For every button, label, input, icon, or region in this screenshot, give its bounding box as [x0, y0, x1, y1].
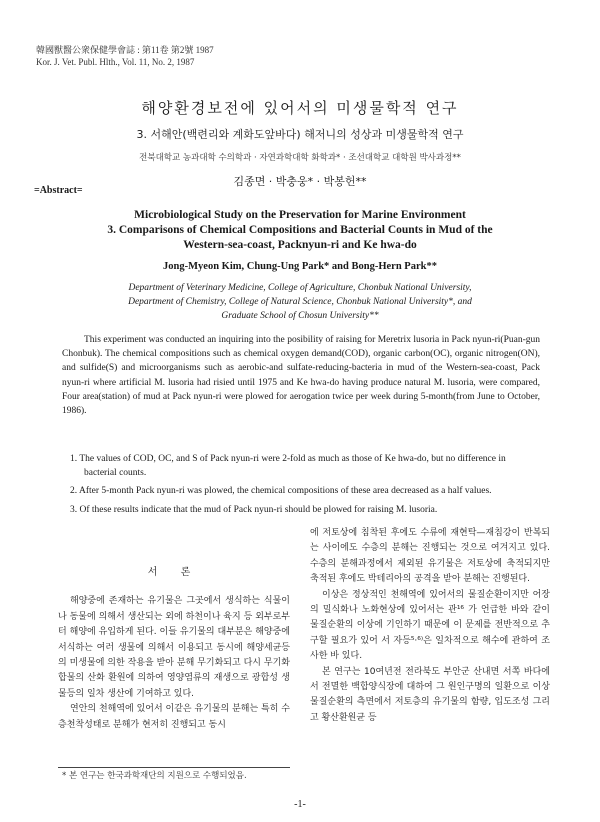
english-authors: Jong-Myeon Kim, Chung-Ung Park* and Bong-Hern Park** — [163, 261, 437, 272]
journal-header — [36, 44, 214, 68]
body-paragraph: 에 저토상에 침착된 후에도 수류에 재현탁—재침강이 반복되는 사이에도 수층의 분해는 진행되는 것으로 여겨지고 있다. 수층의 분해과정에서 제외된 유기물은 저토상에 축적되지만 축적된 후에도 박테리아의 공격을 받아 분해는 진행된다. — [310, 528, 550, 585]
finding-item: 3. Of these results indicate that the mud of Pack nyun-ri should be plowed for raising M. lusoria. — [70, 504, 438, 515]
footnote-divider — [58, 767, 290, 768]
body-paragraph: 본 연구는 10여년전 전라북도 부안군 산내면 서쪽 바다에서 전멸한 백합양식장에 대하여 그 원인구명의 일환으로 이상물질순환의 측면에서 저토층의 유기물의 함량, 입도조성 그리고 황산환원균 등 — [310, 666, 550, 723]
affiliation-line: Department of Veterinary Medicine, College of Agriculture, Chonbuk National University, — [128, 283, 472, 293]
korean-subtitle: 3. 서해안(백련리와 계화도앞바다) 해저니의 성상과 미생물학적 연구 — [136, 128, 464, 141]
section-heading-introduction: 서 론 — [147, 567, 201, 578]
affiliation-line: Graduate School of Chosun University** — [221, 311, 379, 321]
journal-korean-line: 韓國獸醫公衆保健學會誌 : 第11卷 第2號 1987 — [36, 45, 214, 55]
journal-english-line: Kor. J. Vet. Publ. Hlth., Vol. 11, No. 2, 1987 — [36, 57, 195, 67]
english-title-line: 3. Comparisons of Chemical Compositions and Bacterial Counts in Mud of the — [107, 224, 493, 236]
abstract-label: =Abstract= — [34, 185, 83, 196]
body-paragraph: 이상은 정상적인 천해역에 있어서의 물질순환이지만 어장의 밀식화나 노화현상에 있어서는 관¹⁶ 가 언급한 바와 같이 물질순환의 이상에 기인하기 때문에 이 문제를 전반적으로 추구할 필요가 있어 서 자등⁵·⁶⁾은 일차적으로 해수에 관하여 조사한 바 있다. — [310, 589, 550, 662]
finding-item: 1. The values of COD, OC, and S of Pack nyun-ri were 2-fold as much as those of Ke hwa-do, but no difference in bacterial counts. — [70, 454, 506, 479]
english-title — [30, 208, 570, 253]
body-left-column — [58, 565, 290, 733]
english-title-line: Western-sea-coast, Packnyun-ri and Ke hwa-do — [183, 239, 417, 251]
abstract-paragraph — [62, 333, 540, 418]
abstract-text: This experiment was conducted an inquiring into the posibility of raising for Meretrix lusoria in Pack nyun-ri(Puan-gun Chonbuk). The chemical compositions such as chemical oxygen demand(COD), organic carbon(OC), organic nitrogen(ON), and sulfide(S) and microorganisms such as aerobic-and sulfate-reducing-bacteria in mud of the Western-sea-coast, Pack nyun-ri where artificial M. lusoria had risied until 1975 and Ke hwa-do having produce natural M. lusoria, were compared, Four area(station) of mud at Pack nyun-ri were plowed for aerogation twice per week during 5-month(from June to October, 1986). — [62, 335, 540, 417]
body-paragraph: 해양중에 존재하는 유기물은 그곳에서 생식하는 식물이나 동물에 의해서 생산되는 외에 하천이나 육지 등 외부로부터 해양에 유입하게 된다. 이들 유기물의 대부분은 해양중에 서식하는 여러 생물에 의해서 이용되고 동시에 해양세균등의 미생물에 의한 작용을 받아 분해 무기화되고 다시 무기화합물의 산화 환원에 의하여 영양염류의 재생으로 광합성 생물등의 일차 생산에 기여하고 있다. — [58, 596, 290, 699]
korean-affiliation: 전북대학교 농과대학 수의학과 · 자연과학대학 화학과* · 조선대학교 대학원 박사과정** — [139, 153, 461, 163]
korean-title: 해양환경보전에 있어서의 미생물학적 연구 — [141, 99, 459, 117]
english-title-line: Microbiological Study on the Preservation for Marine Environment — [134, 209, 466, 221]
affiliation-line: Department of Chemistry, College of Natural Science, Chonbuk National University*, and — [128, 297, 472, 307]
page-number: -1- — [294, 799, 306, 810]
abstract-findings — [70, 452, 540, 521]
body-paragraph: 연안의 천해역에 있어서 이같은 유기물의 분해는 특히 수층천착성태로 분해가 현저히 진행되고 동시 — [58, 704, 290, 730]
body-right-column — [310, 526, 550, 726]
korean-authors: 김종면 · 박충웅* · 박봉헌** — [233, 175, 367, 188]
finding-item: 2. After 5-month Pack nyun-ri was plowed, the chemical compositions of these area decreased as a half values. — [70, 486, 492, 497]
english-affiliation — [30, 281, 570, 323]
footnote: * 본 연구는 한국과학재단의 지원으로 수행되었음. — [62, 771, 247, 781]
